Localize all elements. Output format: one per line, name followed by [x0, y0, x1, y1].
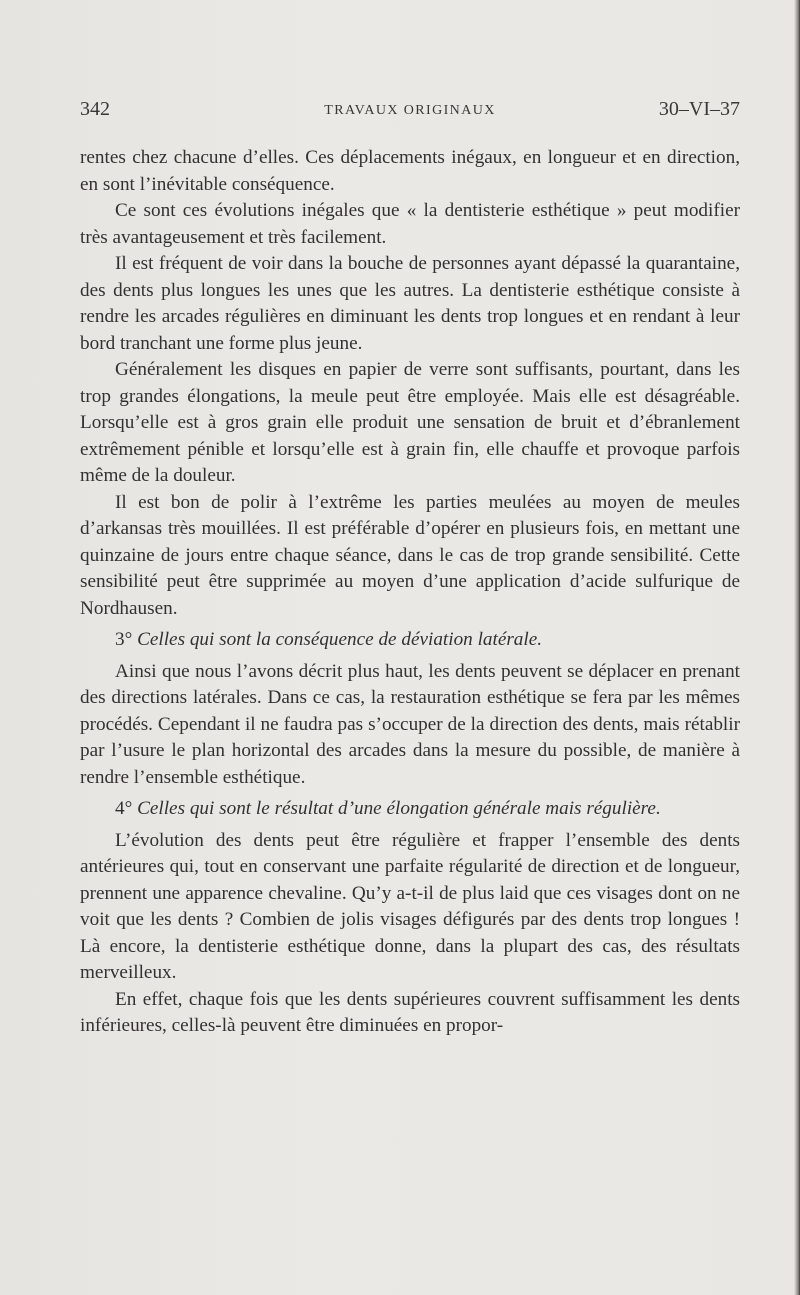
section-heading-3: [80, 627, 740, 654]
heading-number: 4°: [115, 798, 133, 819]
paragraph: L’évolution des dents peut être régulière et frapper l’ensemble des dents antérieures qui, tout en conservant une parfaite régularité de direction et de longueur, prennent une apparence chevaline. Qu’y a-t-il de plus laid que ces visages dont on ne voit que les dents ? Combien de jolis visages défigurés par des dents trop longues ! Là encore, la dentisterie esthétique donne, dans la plupart des cas, des résultats merveilleux.: [80, 829, 740, 983]
paragraph: Il est bon de polir à l’extrême les parties meulées au moyen de meules d’arkansas très mouillées. Il est préférable d’opérer en plusieurs fois, en mettant une quinzaine de jours entre chaque séance, dans le cas de trop grande sensibilité. Cette sensibilité peut être supprimée au moyen d’une application d’acide sulfurique de Nordhausen.: [80, 491, 740, 619]
paragraph: En effet, chaque fois que les dents supérieures couvrent suffisamment les dents inférieures, celles-là peuvent être diminuées en propor-: [80, 988, 740, 1036]
heading-text: Celles qui sont la conséquence de déviation latérale.: [137, 629, 543, 650]
section-heading-4: [80, 796, 740, 823]
page-header: [80, 98, 740, 128]
body-text: [80, 145, 740, 1040]
paragraph: Ce sont ces évolutions inégales que « la dentisterie esthétique » peut modifier très avantageusement et très facilement.: [80, 200, 740, 248]
paragraph: Ainsi que nous l’avons décrit plus haut, les dents peuvent se déplacer en prenant des directions latérales. Dans ce cas, la restauration esthétique se fera par les mêmes procédés. Cependant il ne faudra pas s’occuper de la direction des dents, mais rétablir par l’usure le plan horizontal des arcades dans la mesure du possible, de manière à rendre l’ensemble esthétique.: [80, 660, 740, 788]
issue-date: 30–VI–37: [658, 98, 740, 120]
heading-number: 3°: [115, 629, 133, 650]
running-title: TRAVAUX ORIGINAUX: [324, 103, 496, 118]
heading-text: Celles qui sont le résultat d’une élongation générale mais régulière.: [137, 798, 661, 819]
paragraph: Généralement les disques en papier de verre sont suffisants, pourtant, dans les trop grandes élongations, la meule peut être employée. Mais elle est désagréable. Lorsqu’elle est à gros grain elle produit une sensation de bruit et d’ébranlement extrêmement pénible et lorsqu’elle est à grain fin, elle chauffe et provoque parfois même de la douleur.: [80, 359, 740, 486]
page-edge-shadow: [794, 0, 800, 1295]
paragraph: rentes chez chacune d’elles. Ces déplacements inégaux, en longueur et en direction, en sont l’inévitable conséquence.: [80, 147, 740, 195]
paragraph: Il est fréquent de voir dans la bouche de personnes ayant dépassé la quarantaine, des dents plus longues les unes que les autres. La dentisterie esthétique consiste à rendre les arcades régulières en diminuant les dents trop longues et en rendant à leur bord tranchant une forme plus jeune.: [80, 253, 740, 354]
page-number: 342: [80, 98, 110, 120]
